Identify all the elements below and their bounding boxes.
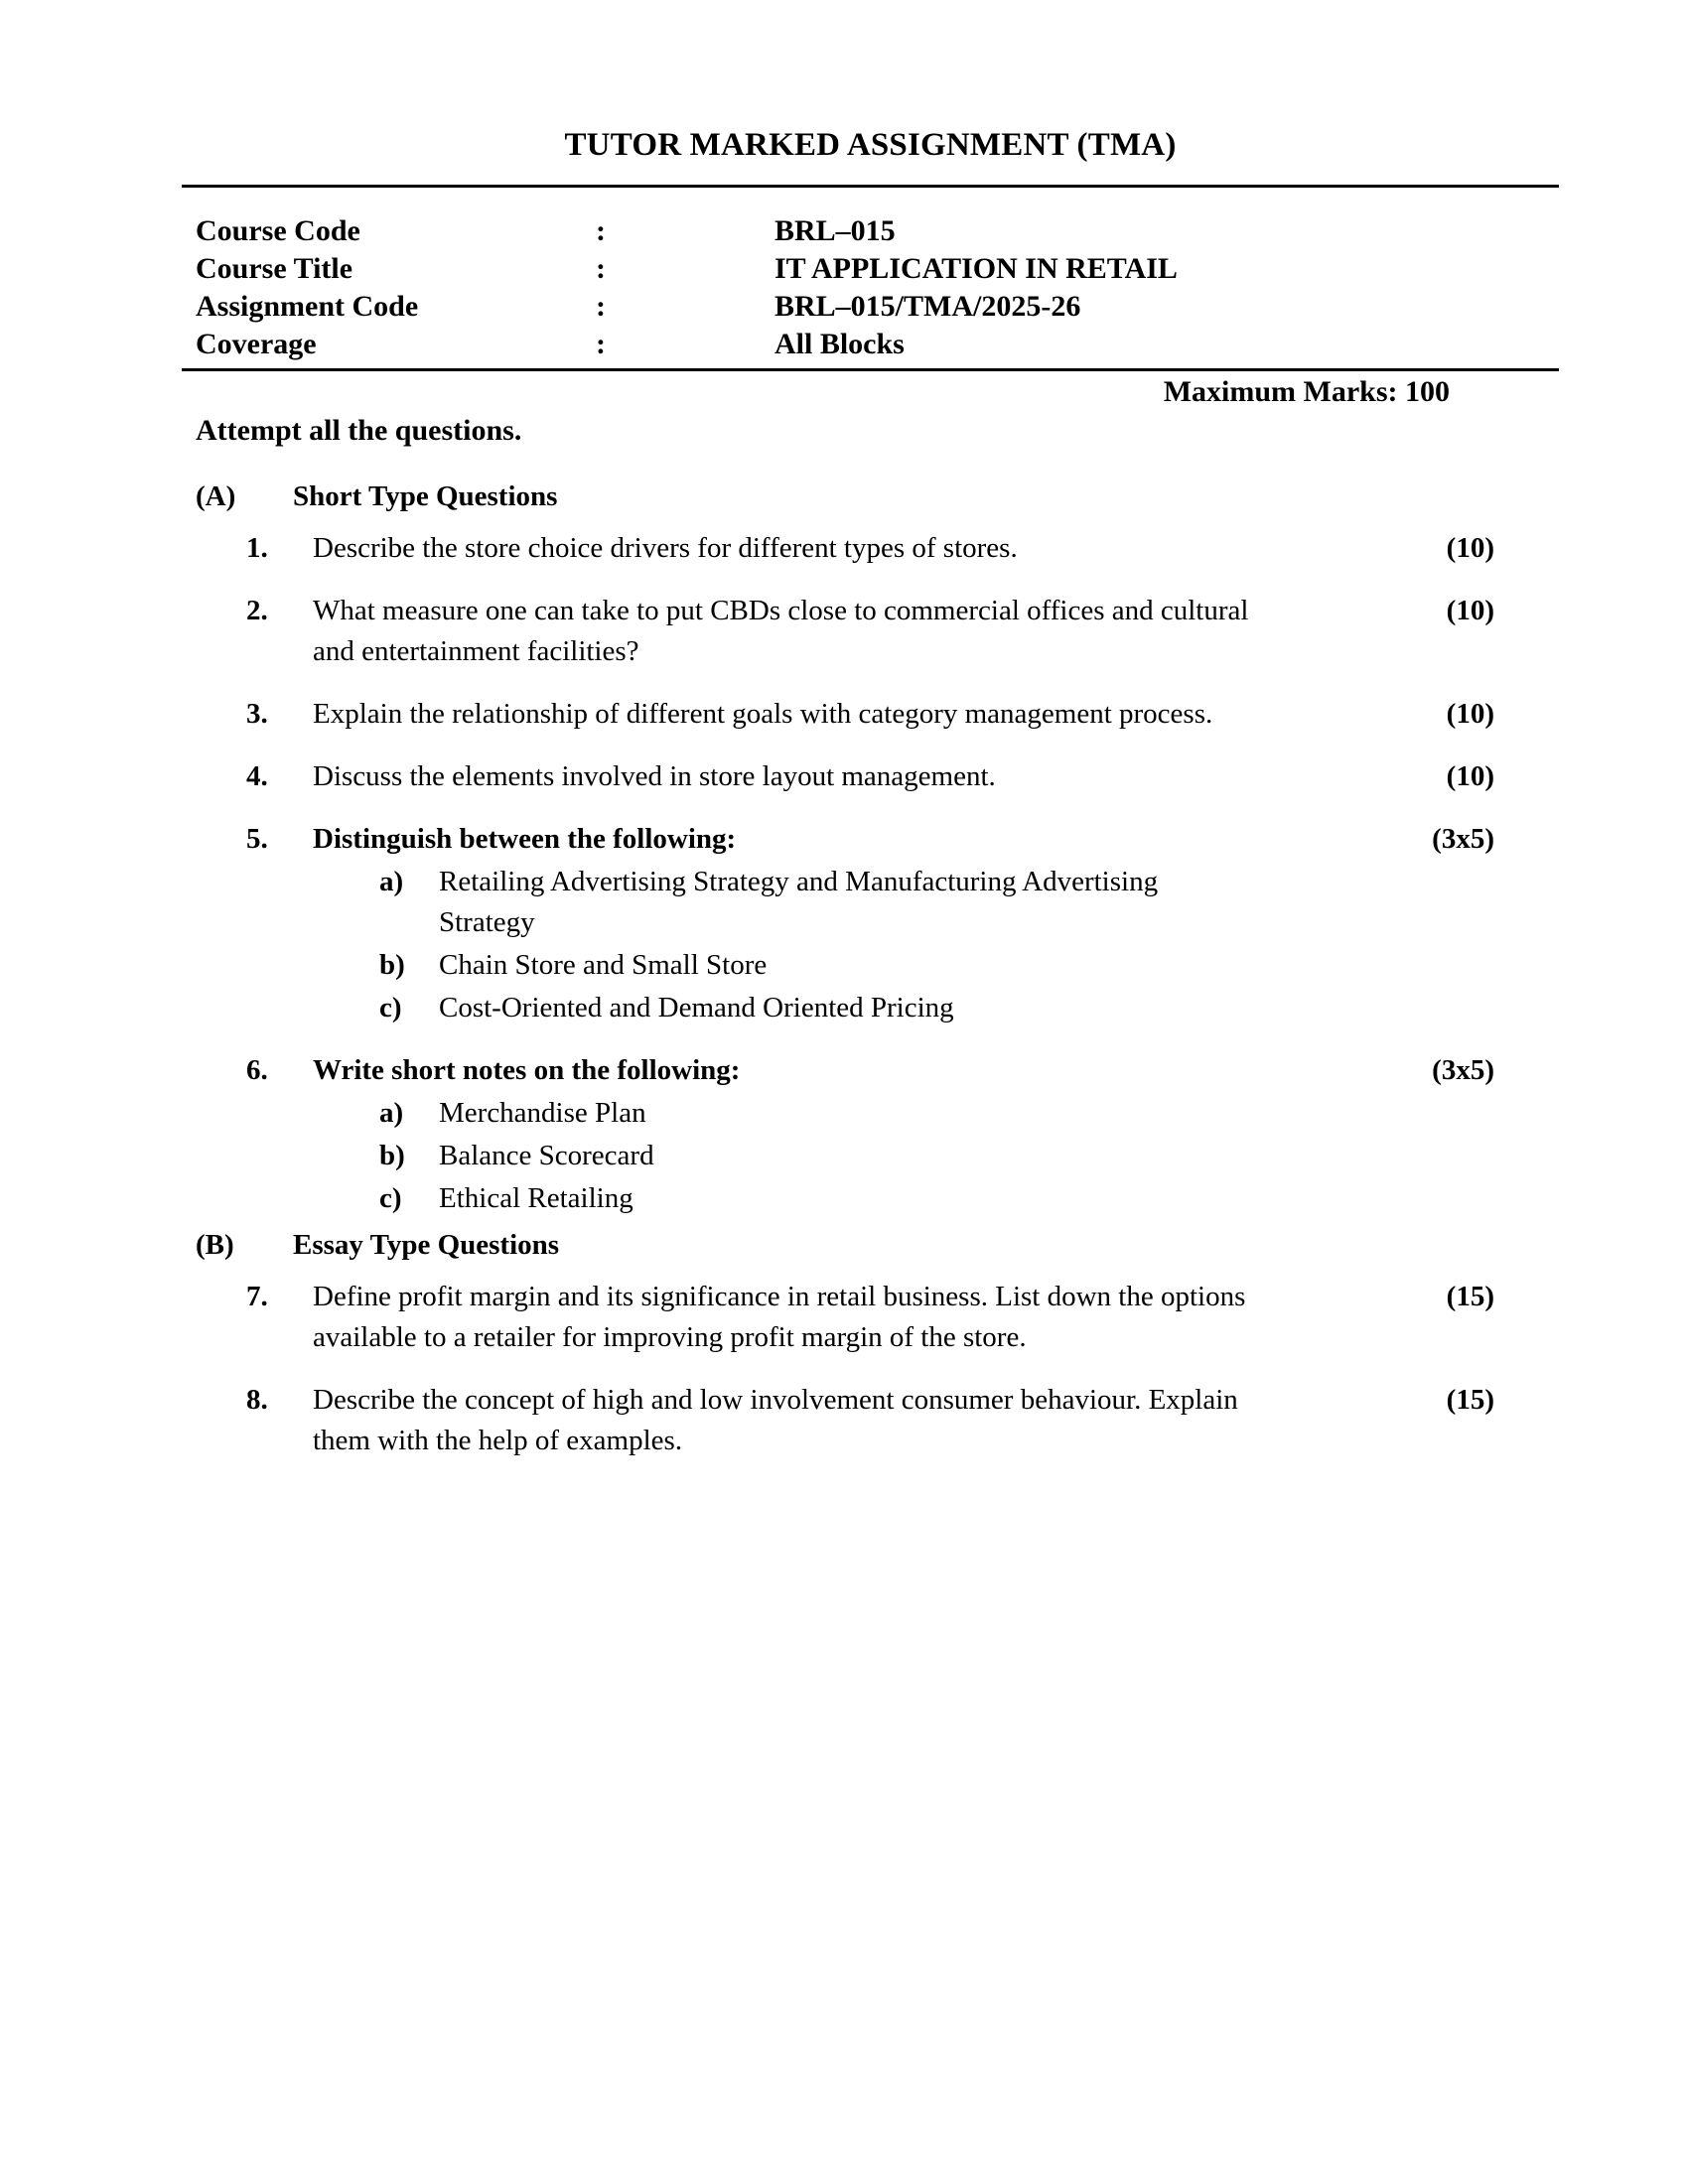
meta-colon: : bbox=[596, 290, 606, 323]
section-heading bbox=[196, 1225, 1688, 1265]
sub-question-letter: a) bbox=[379, 866, 404, 897]
sub-question-letter: a) bbox=[379, 1097, 404, 1129]
meta-colon: : bbox=[596, 328, 606, 360]
sub-question-text: Chain Store and Small Store bbox=[439, 949, 768, 981]
sub-question-letter: b) bbox=[379, 949, 405, 981]
sub-question-letter: c) bbox=[379, 992, 402, 1024]
attempt-instruction: Attempt all the questions. bbox=[196, 414, 522, 447]
question-number: 5. bbox=[246, 823, 268, 855]
section-letter: (B) bbox=[196, 1229, 234, 1261]
question-text: Distinguish between the following: bbox=[313, 823, 737, 855]
title-divider-top bbox=[182, 185, 1559, 188]
question-marks: (10) bbox=[1446, 698, 1494, 730]
sub-question-text: Cost-Oriented and Demand Oriented Pricing bbox=[439, 992, 954, 1024]
section-a bbox=[0, 477, 1688, 516]
meta-row bbox=[196, 326, 1546, 363]
page-title: TUTOR MARKED ASSIGNMENT (TMA) bbox=[564, 127, 1177, 163]
question-item bbox=[0, 1277, 1688, 1358]
question-body bbox=[313, 591, 1370, 672]
section-b bbox=[0, 1225, 1688, 1265]
meta-label: Course Title bbox=[196, 252, 353, 285]
meta-value: All Blocks bbox=[774, 328, 905, 360]
course-meta-table bbox=[196, 212, 1546, 363]
question-number: 8. bbox=[246, 1384, 268, 1416]
question-marks: (3x5) bbox=[1432, 823, 1494, 855]
question-body bbox=[313, 756, 1370, 797]
question-text: Describe the store choice drivers for different types of stores. bbox=[313, 532, 1018, 564]
section-heading bbox=[196, 477, 1688, 516]
sub-question-text: Retailing Advertising Strategy and Manufacturing Advertising Strategy bbox=[439, 866, 1159, 938]
question-number: 7. bbox=[246, 1281, 268, 1312]
question-text: Define profit margin and its significance in retail business. List down the options available to a retailer for improving profit margin of the store. bbox=[313, 1281, 1246, 1353]
question-marks: (3x5) bbox=[1432, 1054, 1494, 1086]
question-number: 6. bbox=[246, 1054, 268, 1086]
section-title: Essay Type Questions bbox=[293, 1229, 560, 1261]
maximum-marks: Maximum Marks: 100 bbox=[1163, 375, 1450, 408]
question-text: Describe the concept of high and low involvement consumer behaviour. Explain them with the help of examples. bbox=[313, 1384, 1238, 1456]
section-letter: (A) bbox=[196, 480, 236, 512]
meta-row bbox=[196, 212, 1546, 250]
sub-question-item bbox=[313, 1093, 1370, 1134]
meta-value: IT APPLICATION IN RETAIL bbox=[774, 252, 1178, 285]
question-number: 1. bbox=[246, 532, 268, 564]
question-number: 4. bbox=[246, 760, 268, 792]
meta-colon: : bbox=[596, 252, 606, 285]
question-body bbox=[313, 1277, 1370, 1358]
meta-label: Assignment Code bbox=[196, 290, 419, 323]
question-text: What measure one can take to put CBDs close to commercial offices and cultural and entertainment facilities? bbox=[313, 595, 1249, 667]
sub-question-list bbox=[313, 1093, 1370, 1219]
sub-question-list bbox=[313, 862, 1370, 1028]
sub-question-text: Merchandise Plan bbox=[439, 1097, 646, 1129]
question-number: 3. bbox=[246, 698, 268, 730]
sub-question-text: Balance Scorecard bbox=[439, 1140, 654, 1171]
question-item bbox=[0, 1050, 1688, 1219]
question-marks: (15) bbox=[1446, 1384, 1494, 1416]
question-body bbox=[313, 1380, 1370, 1461]
meta-colon: : bbox=[596, 214, 606, 247]
sub-question-item bbox=[313, 1136, 1370, 1176]
question-body bbox=[313, 528, 1370, 569]
title-divider-bottom bbox=[182, 368, 1559, 371]
sub-question-letter: b) bbox=[379, 1140, 405, 1171]
question-body bbox=[313, 1050, 1370, 1219]
question-item bbox=[0, 756, 1688, 797]
question-item bbox=[0, 591, 1688, 672]
question-item bbox=[0, 819, 1688, 1028]
meta-value: BRL–015/TMA/2025-26 bbox=[774, 290, 1081, 323]
sub-question-letter: c) bbox=[379, 1182, 402, 1214]
question-item bbox=[0, 528, 1688, 569]
question-marks: (10) bbox=[1446, 532, 1494, 564]
meta-row bbox=[196, 288, 1546, 326]
question-marks: (15) bbox=[1446, 1281, 1494, 1312]
question-item bbox=[0, 694, 1688, 735]
meta-label: Coverage bbox=[196, 328, 317, 360]
question-body bbox=[313, 819, 1370, 1028]
question-marks: (10) bbox=[1446, 595, 1494, 626]
question-item bbox=[0, 1380, 1688, 1461]
question-body bbox=[313, 694, 1370, 735]
sub-question-item bbox=[313, 945, 1370, 986]
sub-question-item bbox=[313, 1178, 1370, 1219]
section-title: Short Type Questions bbox=[293, 480, 558, 512]
question-number: 2. bbox=[246, 595, 268, 626]
sub-question-item bbox=[313, 988, 1370, 1028]
meta-row bbox=[196, 250, 1546, 288]
question-text: Write short notes on the following: bbox=[313, 1054, 741, 1086]
sub-question-text: Ethical Retailing bbox=[439, 1182, 633, 1214]
meta-label: Course Code bbox=[196, 214, 360, 247]
question-marks: (10) bbox=[1446, 760, 1494, 792]
question-text: Explain the relationship of different goals with category management process. bbox=[313, 698, 1213, 730]
sub-question-item bbox=[313, 862, 1370, 943]
question-text: Discuss the elements involved in store layout management. bbox=[313, 760, 996, 792]
meta-value: BRL–015 bbox=[774, 214, 896, 247]
questions-content bbox=[0, 477, 1688, 1461]
